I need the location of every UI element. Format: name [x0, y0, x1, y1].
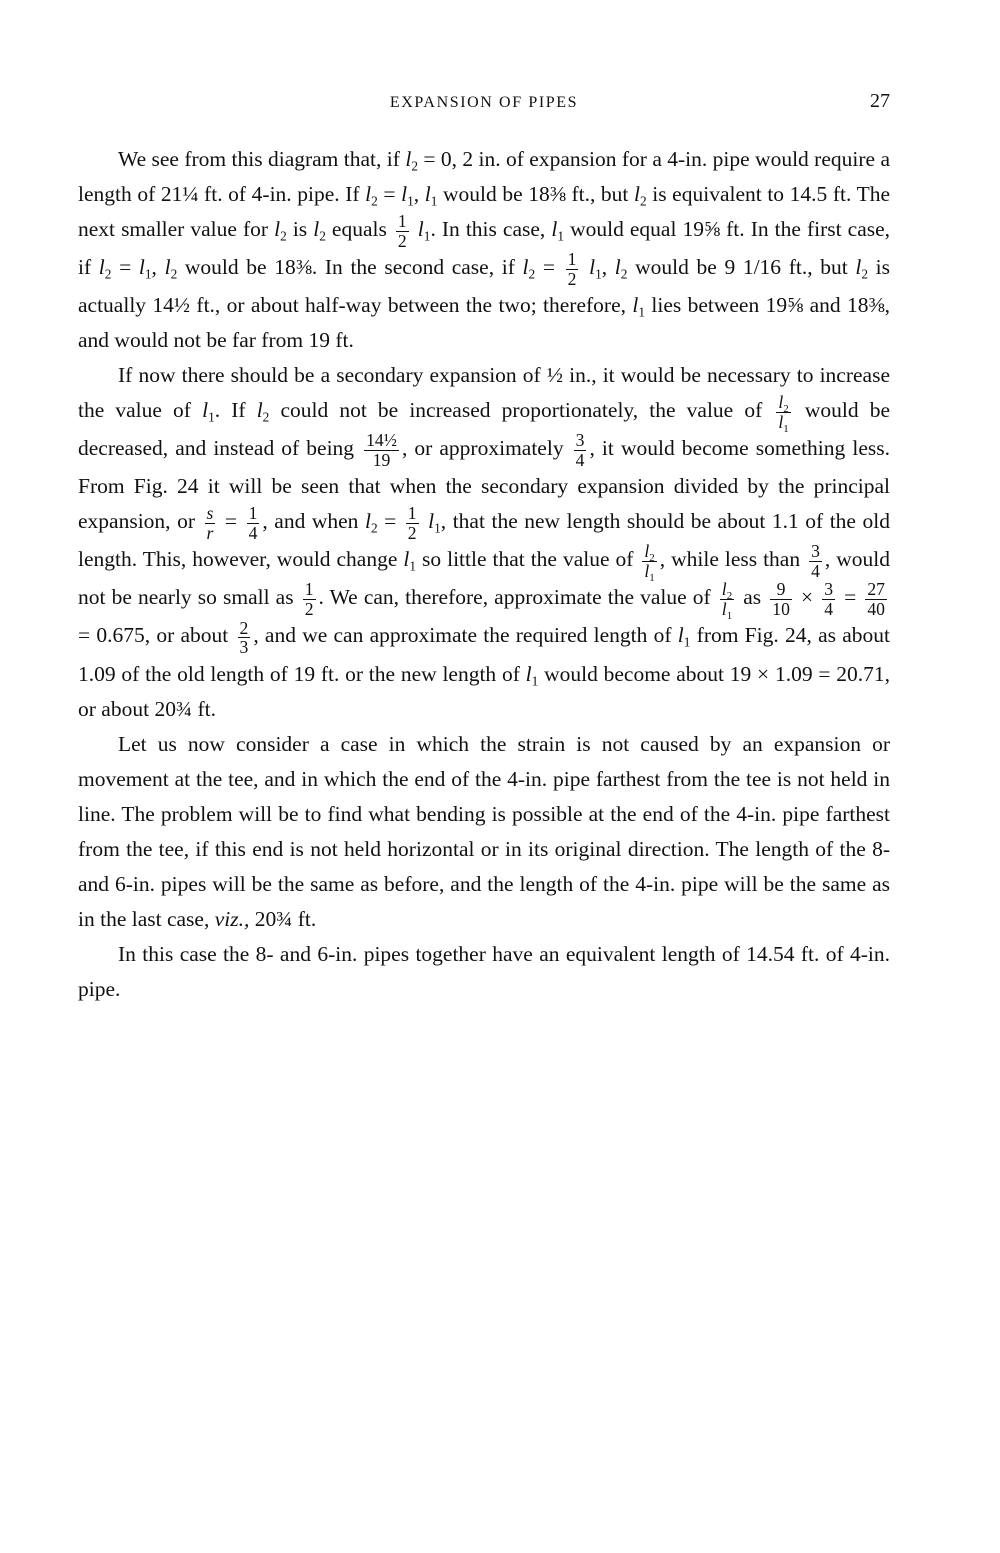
- mixed-number: 19⅝: [765, 293, 804, 318]
- var-l: l: [525, 661, 532, 686]
- page-header: [78, 90, 890, 114]
- text-run: ft., but: [565, 182, 634, 206]
- fraction: $\frac{l_2}{l_1}$: [721, 579, 733, 622]
- text-run: would equal: [564, 217, 683, 241]
- var-l: l: [405, 147, 412, 171]
- text-run: . We can, therefore, approximate the value of: [318, 585, 717, 610]
- subscript: 1: [430, 193, 438, 209]
- text-run: = 0.675, or about: [78, 623, 235, 648]
- var-l: l: [274, 217, 281, 241]
- subscript: 2: [371, 193, 378, 209]
- subscript: 2: [528, 266, 536, 282]
- text-run: ,: [413, 182, 425, 206]
- text-run: would be: [437, 182, 529, 206]
- fraction: $\frac{1}{2}$: [567, 249, 577, 289]
- text-run: could not be increased proportionately, the value of: [269, 398, 774, 423]
- text-run: ,: [151, 255, 165, 280]
- var-l: l: [634, 182, 640, 206]
- text-run: from Fig. 24, as about 1.09 of the old length of 19 ft. or the new length of: [78, 623, 890, 686]
- mixed-number: 21¼: [160, 182, 199, 206]
- var-l: l: [589, 255, 596, 280]
- var-l: l: [313, 217, 320, 241]
- var-l: l: [164, 255, 171, 280]
- page-number: 27: [870, 90, 890, 112]
- text-run: as: [737, 585, 768, 610]
- text-run: would be decreased, and instead of being: [78, 398, 891, 461]
- mixed-number: 9 1/16: [724, 255, 782, 280]
- fraction: $\frac{3}{4}$: [575, 430, 585, 470]
- var-l: l: [551, 217, 558, 241]
- text-run: Let us now consider a case in which the strain is not caused by an expansion or movement at the tee, and in which the end of the 4-in. pipe farthest from the tee is not held in line. The problem will be to find what bending is possible at the end of the 4-in. pipe farthest from the tee, if this end is not held horizontal or in its original direction. The length of the 8- and 6-in. pipes will be the same as before, and the length of the 4-in. pipe will be the same as in the last case,: [78, 731, 890, 931]
- subscript: 2: [861, 266, 869, 282]
- paragraph-2: [78, 358, 890, 726]
- text-run: =: [535, 255, 563, 280]
- fraction: $\frac{s}{r}$: [206, 503, 214, 543]
- text-run: , and when: [262, 509, 365, 534]
- text-run: ft.: [292, 906, 317, 931]
- text-run: ft. In the first case, if: [78, 217, 891, 280]
- subscript: 1: [557, 228, 565, 244]
- text-run: is actually: [78, 255, 891, 318]
- text-run: ×: [794, 585, 820, 610]
- var-l: l: [365, 182, 372, 206]
- text-run: , while less than: [659, 547, 807, 572]
- subscript: 1: [531, 673, 539, 689]
- var-l: l: [202, 398, 209, 423]
- text-run: lies between: [645, 293, 766, 318]
- var-l: l: [364, 509, 371, 534]
- text-run: =: [838, 585, 863, 610]
- var-l: l: [256, 398, 263, 423]
- fraction: $\frac{3}{4}$: [824, 579, 834, 619]
- text-run: ft., but: [781, 255, 856, 280]
- fraction: $\frac{l_2}{l_1}$: [778, 392, 789, 435]
- running-title: EXPANSION OF PIPES: [389, 94, 579, 111]
- subscript: 1: [208, 409, 215, 425]
- subscript: 2: [104, 266, 112, 282]
- fraction: $\frac{27}{40}$: [867, 579, 885, 619]
- text-run: , or approximately: [401, 436, 571, 461]
- mixed-number: 18⅜: [528, 182, 566, 206]
- text-run: equals: [325, 217, 393, 241]
- text-run: =: [111, 255, 139, 280]
- fraction: $\frac{2}{3}$: [239, 617, 249, 657]
- subscript: 2: [639, 193, 647, 209]
- italic-viz: viz.,: [214, 906, 250, 931]
- text-run: If now there should be a secondary expansion of: [118, 363, 547, 388]
- paragraph-1: [78, 142, 890, 358]
- text-run: We see from this diagram that, if: [118, 147, 406, 171]
- mixed-number: 19⅝: [682, 217, 721, 241]
- var-l: l: [677, 623, 684, 648]
- mixed-number: 14½: [152, 293, 191, 318]
- text-run: ft., or about half-way between the two; therefore,: [190, 293, 633, 318]
- text-run: , would not be nearly so small as: [78, 547, 890, 610]
- fraction: $\frac{l_2}{l_1}$: [644, 541, 655, 584]
- var-l: l: [428, 509, 435, 534]
- text-run: =: [377, 509, 403, 534]
- var-l: l: [98, 255, 105, 280]
- subscript: 1: [409, 558, 417, 574]
- body-text: [78, 142, 890, 1007]
- subscript: 2: [411, 158, 418, 174]
- fraction: $\frac{1}{2}$: [397, 211, 407, 251]
- text-run: =: [218, 509, 244, 534]
- subscript: 1: [407, 193, 414, 209]
- mixed-number: 20¾: [154, 696, 193, 721]
- text-run: . In the second case, if: [311, 255, 523, 280]
- fraction: $\frac{3}{4}$: [811, 541, 820, 581]
- fraction: $\frac{1}{2}$: [304, 579, 314, 619]
- subscript: 2: [370, 520, 378, 536]
- subscript: 1: [683, 635, 691, 651]
- var-l: l: [632, 293, 639, 318]
- text-run: would become about 19 × 1.09 = 20.71, or about: [78, 661, 891, 721]
- text-run: is: [286, 217, 314, 241]
- text-run: . If: [214, 398, 257, 423]
- text-run: , and would not be far from 19 ft.: [78, 293, 890, 353]
- var-l: l: [403, 547, 410, 572]
- text-run: . In this case,: [430, 217, 552, 241]
- subscript: 1: [423, 228, 431, 244]
- var-l: l: [417, 217, 424, 241]
- fraction: $\frac{\text{14½}}{19}$: [366, 430, 397, 470]
- subscript: 2: [262, 409, 270, 425]
- subscript: 2: [280, 228, 287, 244]
- subscript: 1: [595, 266, 602, 282]
- text-run: , it would become something less. From Fig. 24 it will be seen that when the secondary expansion divided by the principal expansion, or: [78, 436, 890, 534]
- subscript: 2: [170, 266, 178, 282]
- text-run: , that the new length should be about 1.1 of the old length. This, however, would change: [78, 509, 890, 572]
- subscript: 1: [638, 304, 646, 320]
- var-l: l: [424, 182, 431, 206]
- var-l: l: [855, 255, 862, 280]
- paragraph-4: In this case the 8- and 6-in. pipes together have an equivalent length of 14.54 ft. of 4-in. pipe.: [78, 941, 890, 1001]
- text-run: = 0, 2 in. of expansion for a 4-in. pipe would require a length of: [78, 147, 890, 206]
- mixed-number: ½: [546, 363, 563, 388]
- subscript: 1: [434, 520, 441, 536]
- subscript: 2: [620, 266, 628, 282]
- text-run: ft. of 4-in. pipe. If: [198, 182, 366, 206]
- mixed-number: 20¾: [254, 906, 293, 931]
- fraction: $\frac{1}{4}$: [248, 503, 258, 543]
- text-run: =: [377, 182, 402, 206]
- text-run: ,: [601, 255, 615, 280]
- var-l: l: [522, 255, 529, 280]
- var-l: l: [401, 182, 408, 206]
- subscript: 2: [319, 228, 326, 244]
- mixed-number: 18⅜: [274, 255, 312, 280]
- text-run: is equivalent to 14.5 ft. The next smaller value for: [78, 182, 890, 241]
- text-run: and: [803, 293, 847, 318]
- text-run: , and we can approximate the required length of: [253, 623, 678, 648]
- var-l: l: [614, 255, 621, 280]
- subscript: 1: [144, 266, 152, 282]
- text-run: so little that the value of: [416, 547, 640, 572]
- fraction: $\frac{1}{2}$: [407, 503, 417, 543]
- text-run: would be: [627, 255, 725, 280]
- text-run: in., it would be necessary to increase the value of: [78, 363, 891, 423]
- paragraph-3: [78, 727, 890, 937]
- text-run: would be: [177, 255, 275, 280]
- fraction: $\frac{9}{10}$: [772, 579, 790, 619]
- var-l: l: [138, 255, 145, 280]
- text-run: ft.: [192, 696, 216, 721]
- mixed-number: 18⅜: [847, 293, 885, 318]
